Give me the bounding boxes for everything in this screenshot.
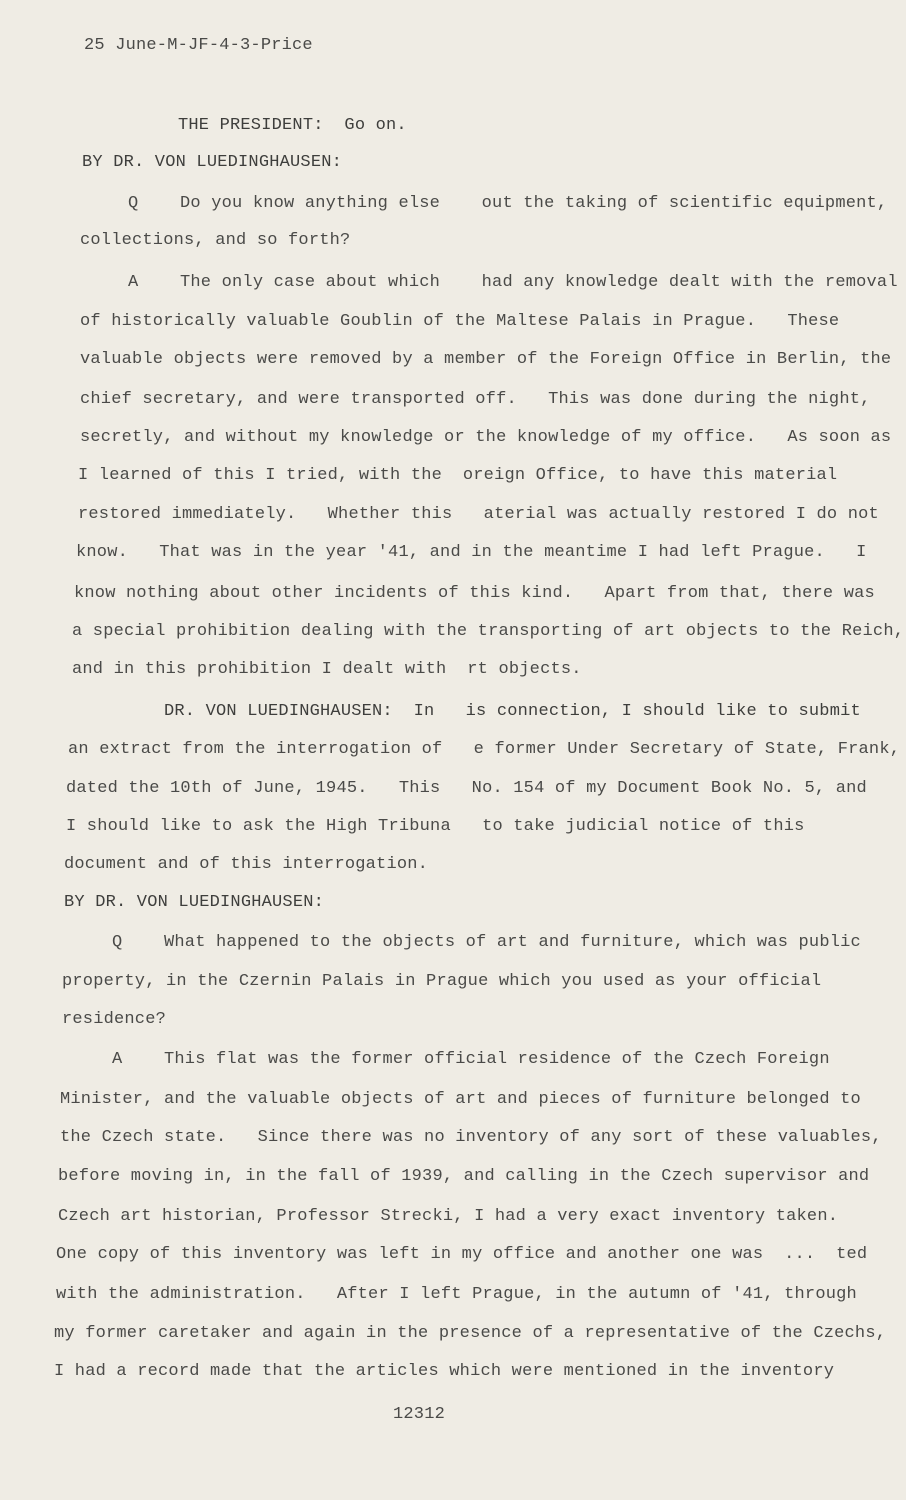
text-line: of historically valuable Goublin of the Maltese Palais in Prague. These: [80, 312, 840, 331]
text-line: BY DR. VON LUEDINGHAUSEN:: [64, 893, 325, 912]
text-line: A The only case about which had any knowledge dealt with the removal: [128, 273, 898, 292]
text-line: I should like to ask the High Tribuna to take judicial notice of this: [66, 817, 805, 836]
document-header-reference: 25 June-M-JF-4-3-Price: [84, 36, 313, 55]
text-line: know nothing about other incidents of this kind. Apart from that, there was: [74, 584, 875, 603]
text-line: collections, and so forth?: [80, 231, 351, 250]
text-line: a special prohibition dealing with the transporting of art objects to the Reich,: [72, 622, 905, 641]
text-line: document and of this interrogation.: [64, 855, 429, 874]
text-line: DR. VON LUEDINGHAUSEN: In is connection, I should like to submit: [164, 702, 861, 721]
text-line: BY DR. VON LUEDINGHAUSEN:: [82, 153, 343, 172]
page-number: 12312: [393, 1405, 446, 1424]
text-line: dated the 10th of June, 1945. This No. 154 of my Document Book No. 5, and: [66, 779, 867, 798]
text-line: Czech art historian, Professor Strecki, I had a very exact inventory taken.: [58, 1207, 839, 1226]
text-line: secretly, and without my knowledge or the knowledge of my office. As soon as: [80, 428, 892, 447]
text-line: I had a record made that the articles which were mentioned in the inventory: [54, 1362, 835, 1381]
text-line: Q Do you know anything else out the taking of scientific equipment,: [128, 194, 888, 213]
text-line: A This flat was the former official residence of the Czech Foreign: [112, 1050, 830, 1069]
text-line: know. That was in the year '41, and in the meantime I had left Prague. I: [76, 543, 867, 562]
text-line: Q What happened to the objects of art and furniture, which was public: [112, 933, 861, 952]
text-line: an extract from the interrogation of e former Under Secretary of State, Frank,: [68, 740, 901, 759]
text-line: Minister, and the valuable objects of art and pieces of furniture belonged to: [60, 1090, 861, 1109]
text-line: I learned of this I tried, with the oreign Office, to have this material: [78, 466, 838, 485]
text-line: restored immediately. Whether this aterial was actually restored I do not: [78, 505, 879, 524]
text-line: with the administration. After I left Prague, in the autumn of '41, through: [56, 1285, 857, 1304]
text-line: One copy of this inventory was left in my office and another one was ... ted: [56, 1245, 868, 1264]
text-line: my former caretaker and again in the presence of a representative of the Czechs,: [54, 1324, 887, 1343]
text-line: the Czech state. Since there was no inventory of any sort of these valuables,: [60, 1128, 882, 1147]
text-line: valuable objects were removed by a member of the Foreign Office in Berlin, the: [80, 350, 892, 369]
text-line: property, in the Czernin Palais in Prague which you used as your official: [62, 972, 822, 991]
text-line: residence?: [62, 1010, 167, 1029]
text-line: chief secretary, and were transported off. This was done during the night,: [80, 390, 871, 409]
text-line: before moving in, in the fall of 1939, and calling in the Czech supervisor and: [58, 1167, 870, 1186]
text-line: THE PRESIDENT: Go on.: [178, 116, 407, 135]
text-line: and in this prohibition I dealt with rt objects.: [72, 660, 582, 679]
